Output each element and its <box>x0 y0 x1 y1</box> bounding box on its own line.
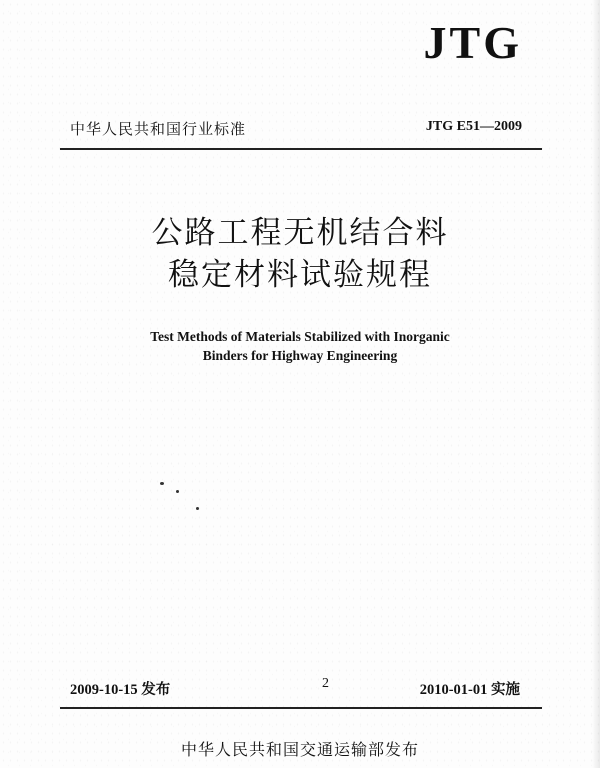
chinese-title-line-1: 公路工程无机结合料 <box>151 215 449 251</box>
standard-type: 中华人民共和国行业标准 <box>70 120 247 138</box>
publisher: 中华人民共和国交通运输部发布 <box>180 740 419 759</box>
chinese-title-line-2: 稳定材料试验规程 <box>168 257 432 293</box>
chinese-title <box>0 212 600 296</box>
bottom-divider <box>60 707 542 709</box>
standard-code: JTG E51—2009 <box>425 119 522 134</box>
effective-date: 2010-01-01 实施 <box>419 682 520 698</box>
english-title <box>0 327 600 365</box>
english-title-line-1: Test Methods of Materials Stabilized with Inorganic <box>150 329 450 344</box>
scan-speck <box>176 490 179 493</box>
english-title-line-2: Binders for Highway Engineering <box>202 348 398 363</box>
scan-speck <box>160 482 164 485</box>
page-mark: 2 <box>322 676 329 691</box>
jtg-logo: JTG <box>423 17 522 68</box>
page-edge-shadow <box>592 0 600 768</box>
scan-speck <box>196 507 199 510</box>
issue-date: 2009-10-15 发布 <box>70 682 171 698</box>
top-divider <box>60 148 542 150</box>
